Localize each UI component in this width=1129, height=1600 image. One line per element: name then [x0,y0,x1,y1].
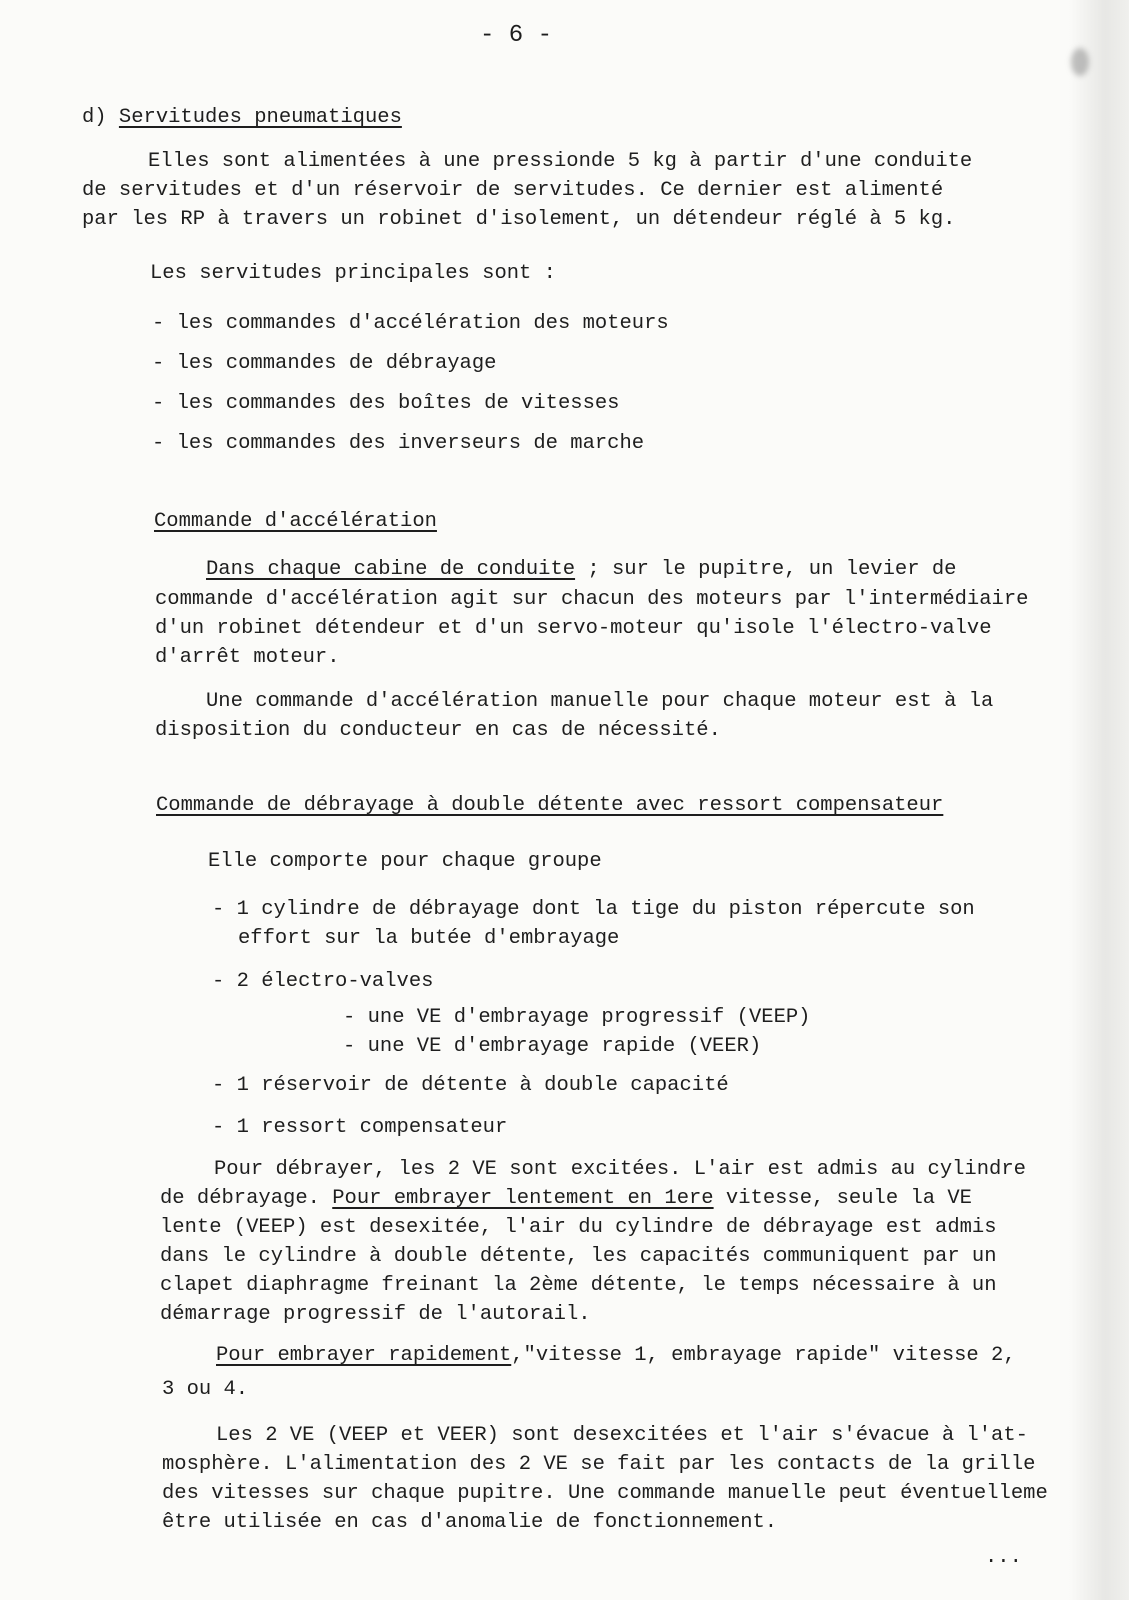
accel-p1-line: d'un robinet détendeur et d'un servo-moteur qu'isole l'électro-valve [155,617,992,640]
accel-heading: Commande d'accélération [154,510,437,533]
section-title: Servitudes pneumatiques [118,106,402,129]
intro-line-2: de servitudes et d'un réservoir de servitudes. Ce dernier est alimenté [82,179,944,202]
clutch-subitem: - une VE d'embrayage progressif (VEEP) [343,1006,811,1029]
intro-line-1: Elles sont alimentées à une pressionde 5 kg à partir d'une conduite [148,150,973,173]
clutch-p3-line: mosphère. L'alimentation des 2 VE se fait par les contacts de la grille [162,1453,1036,1476]
accel-p1-underlined: Dans chaque cabine de conduite [206,558,576,581]
page-number: - 6 - [480,22,553,49]
clutch-subitem: - une VE d'embrayage rapide (VEER) [343,1035,762,1058]
accel-p1-line: d'arrêt moteur. [155,646,340,669]
accel-p1-line: commande d'accélération agit sur chacun des moteurs par l'intermédiaire [155,588,1029,611]
clutch-p1-line2-b: vitesse, seule la VE [713,1187,972,1210]
clutch-p1-line: démarrage progressif de l'autorail. [160,1303,591,1326]
clutch-p1-line: lente (VEEP) est desexitée, l'air du cylindre de débrayage est admis [160,1216,997,1239]
principal-item: - les commandes des inverseurs de marche [152,432,645,455]
principal-item: - les commandes des boîtes de vitesses [152,392,620,415]
clutch-p2-line1 [216,1344,1016,1368]
clutch-p2-line2: 3 ou 4. [162,1378,249,1401]
page-edge-shadow [1069,0,1129,1600]
section-label: d) [82,106,107,129]
section-heading [82,106,402,130]
clutch-p2-underlined: Pour embrayer rapidement [216,1344,512,1367]
clutch-p3-line: Les 2 VE (VEEP et VEER) sont desexcitées et l'air s'évacue à l'at- [216,1424,1028,1447]
clutch-p1-line2-a: de débrayage. [160,1187,333,1210]
principal-intro: Les servitudes principales sont : [150,262,556,285]
clutch-p1-line1: Pour débrayer, les 2 VE sont excitées. L'air est admis au cylindre [214,1158,1026,1181]
principal-item: - les commandes de débrayage [152,352,497,375]
scan-smudge [1071,48,1089,76]
clutch-item: - 2 électro-valves [212,970,434,993]
clutch-p1-line2 [160,1187,972,1211]
clutch-p1-line: clapet diaphragme freinant la 2ème détente, le temps nécessaire à un [160,1274,997,1297]
accel-p1-rest: ; sur le pupitre, un levier de [575,558,957,581]
clutch-item: - 1 réservoir de détente à double capacité [212,1074,729,1097]
clutch-p1-underlined: Pour embrayer lentement en 1ere [332,1187,714,1210]
clutch-heading: Commande de débrayage à double détente avec ressort compensateur [156,794,944,817]
clutch-intro: Elle comporte pour chaque groupe [208,850,602,873]
clutch-p3-line: être utilisée en cas d'anomalie de fonctionnement. [162,1511,778,1534]
clutch-item: - 1 cylindre de débrayage dont la tige du piston répercute son [212,898,975,921]
continuation-mark: ... [985,1546,1022,1569]
clutch-p1-line: dans le cylindre à double détente, les capacités communiquent par un [160,1245,997,1268]
clutch-p2-rest: ,"vitesse 1, embrayage rapide" vitesse 2, [511,1344,1016,1367]
accel-p1-line1 [206,558,956,582]
accel-p2-line: Une commande d'accélération manuelle pour chaque moteur est à la [206,690,994,713]
clutch-item: - 1 ressort compensateur [212,1116,508,1139]
accel-p2-line: disposition du conducteur en cas de nécessité. [155,719,721,742]
intro-line-3: par les RP à travers un robinet d'isolement, un détendeur réglé à 5 kg. [82,208,956,231]
clutch-p3-line: des vitesses sur chaque pupitre. Une commande manuelle peut éventuelleme [162,1482,1048,1505]
clutch-item-cont: effort sur la butée d'embrayage [238,927,620,950]
principal-item: - les commandes d'accélération des moteurs [152,312,669,335]
